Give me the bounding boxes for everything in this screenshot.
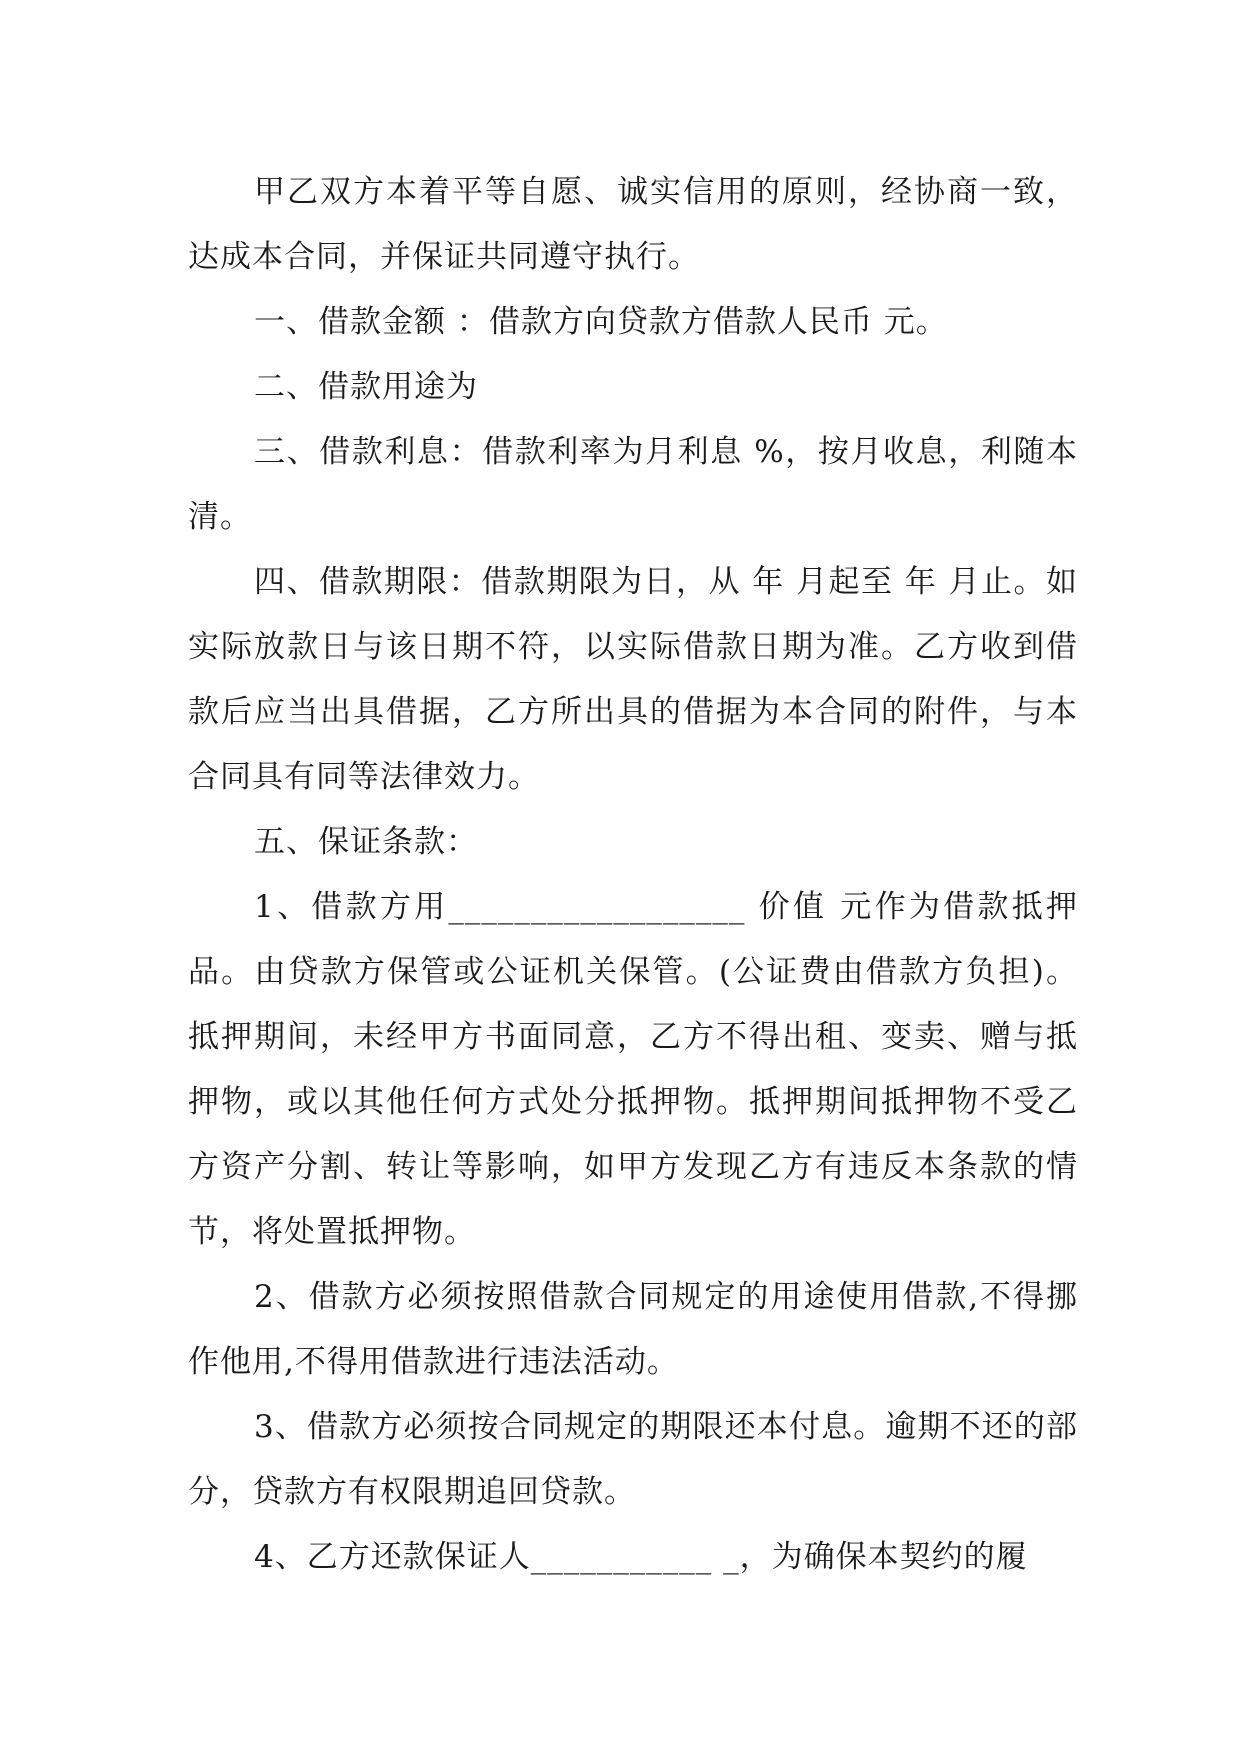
paragraph-clause-3: 3、借款方必须按合同规定的期限还本付息。逾期不还的部分，贷款方有权限期追回贷款。 [188, 1409, 1078, 1510]
paragraph-clause-4: 4、乙方还款保证人___________ _，为确保本契约的履 [254, 1539, 1028, 1575]
paragraph-intro: 甲乙双方本着平等自愿、诚实信用的原则，经协商一致，达成本合同，并保证共同遵守执行。 [188, 174, 1078, 275]
document-body [188, 160, 1078, 1590]
paragraph-loan-interest: 三、借款利息：借款利率为月利息 %，按月收息，利随本清。 [188, 434, 1078, 535]
paragraph-clause-1: 1、借款方用__________________ 价值 元作为借款抵押品。由贷款方保管或公证机关保管。(公证费由借款方负担)。抵押期间，未经甲方书面同意，乙方不得出租、变卖、赠与抵押物，或以其他任何方式处分抵押物。抵押期间抵押物不受乙方资产分割、转让等影响，如甲方发现乙方有违反本条款的情节，将处置抵押物。 [188, 889, 1078, 1250]
paragraph-loan-amount: 一、借款金额 ：借款方向贷款方借款人民币 元。 [254, 304, 948, 340]
paragraph-guarantee-heading: 五、保证条款： [254, 824, 478, 860]
paragraph-clause-2: 2、借款方必须按照借款合同规定的用途使用借款,不得挪作他用,不得用借款进行违法活动。 [188, 1279, 1078, 1380]
paragraph-loan-purpose: 二、借款用途为 [254, 369, 478, 405]
paragraph-loan-term: 四、借款期限：借款期限为日，从 年 月起至 年 月止。如实际放款日与该日期不符，以实际借款日期为准。乙方收到借款后应当出具借据，乙方所出具的借据为本合同的附件，与本合同具有同等法律效力。 [188, 564, 1078, 795]
